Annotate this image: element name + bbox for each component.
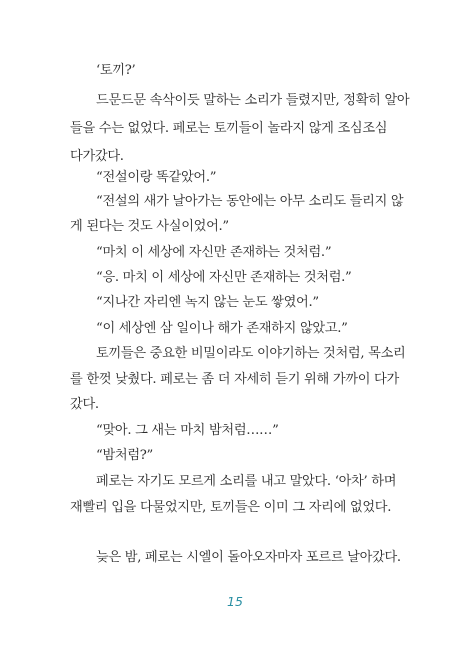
text-line: 재빨리 입을 다물었지만, 토끼들은 이미 그 자리에 없었다. <box>70 500 392 515</box>
text-line: “지나간 자리엔 녹지 않는 눈도 쌓였어.” <box>96 295 319 310</box>
page-number: 15 <box>227 594 243 609</box>
text-line: “전설이랑 똑같았어.” <box>96 170 217 185</box>
text-line: 들을 수는 없었다. 페로는 토끼들이 놀라지 않게 조심조심 <box>70 121 388 136</box>
text-line: 갔다. <box>70 397 99 412</box>
text-line: 드문드문 속삭이듯 말하는 소리가 들렸지만, 정확히 알아 <box>96 93 410 108</box>
text-line: 를 한껏 낮췄다. 페로는 좀 더 자세히 듣기 위해 가까이 다가 <box>70 372 399 387</box>
text-line: 토끼들은 중요한 비밀이라도 이야기하는 것처럼, 목소리 <box>96 346 406 361</box>
text-line: 게 된다는 것도 사실이었어.” <box>70 219 229 234</box>
text-line: “마치 이 세상에 자신만 존재하는 것처럼.” <box>96 245 332 260</box>
text-line: “응. 마치 이 세상에 자신만 존재하는 것처럼.” <box>96 270 352 285</box>
text-line: 다가갔다. <box>70 149 124 164</box>
text-line: “이 세상엔 삼 일이나 해가 존재하지 않았고.” <box>96 321 348 336</box>
text-line: ‘토끼?’ <box>96 63 136 78</box>
text-line: 페로는 자기도 모르게 소리를 내고 말았다. ‘아차’ 하며 <box>96 474 397 489</box>
text-line: 늦은 밤, 페로는 시엘이 돌아오자마자 포르르 날아갔다. <box>96 550 401 565</box>
text-line: “전설의 새가 날아가는 동안에는 아무 소리도 들리지 않 <box>96 194 404 209</box>
text-line: “맞아. 그 새는 마치 밤처럼……” <box>96 423 279 438</box>
text-line: “밤처럼?” <box>96 448 153 463</box>
